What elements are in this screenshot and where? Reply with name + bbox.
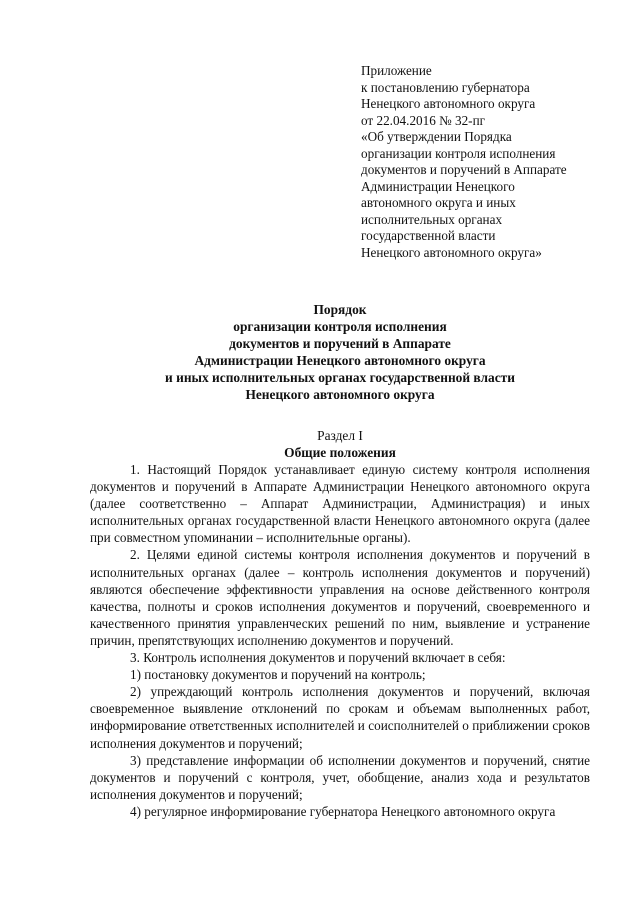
- paragraph: 2. Целями единой системы контроля исполнения документов и поручений в исполнительных органах (далее – контроль исполнения документов и поручений) являются обеспечение эффективности управления на основе действенного контроля качества, полноты и сроков исполнения документов и поручений, своевременного и качественного принятия управленческих решений по ним, выявление и устранение причин, препятствующих исполнению документов и поручений.: [90, 547, 590, 648]
- appendix-line: к постановлению губернатора: [361, 79, 530, 95]
- title-line: документов и поручений в Аппарате: [229, 336, 451, 351]
- list-item: 4) регулярное информирование губернатора Ненецкого автономного округа: [130, 803, 556, 819]
- title-line: Администрации Ненецкого автономного округа: [194, 353, 486, 368]
- appendix-line: «Об утверждении Порядка: [361, 129, 512, 144]
- document-body: [90, 461, 590, 820]
- section-name: Общие положения: [284, 445, 396, 460]
- list-item: 1) постановку документов и поручений на контроль;: [130, 667, 426, 683]
- section-number: Раздел I: [317, 428, 363, 443]
- appendix-line: Ненецкого автономного округа»: [361, 244, 542, 260]
- list-item: 3) представление информации об исполнении документов и поручений, снятие документов и поручений с контроля, учет, обобщение, анализ хода и результатов исполнения документов и поручений;: [90, 752, 590, 802]
- appendix-line: Администрации Ненецкого: [361, 178, 515, 194]
- title-line: и иных исполнительных органах государственной власти: [165, 370, 515, 385]
- appendix-line: документов и поручений в Аппарате: [361, 162, 567, 177]
- document-title: [90, 301, 590, 403]
- list-item: 2) упреждающий контроль исполнения документов и поручений, включая своевременное выявление отклонений по срокам и объемам выполненных работ, информирование ответственных исполнителей и соисполнителей о приближении сроков исполнения документов и поручений;: [90, 684, 590, 751]
- appendix-line: автономного округа и иных: [361, 195, 516, 210]
- appendix-line: исполнительных органах: [361, 211, 503, 227]
- appendix-line: Ненецкого автономного округа: [361, 96, 536, 111]
- section-heading: [90, 427, 590, 461]
- appendix-block: [361, 63, 611, 261]
- appendix-line: от 22.04.2016 № 32-пг: [361, 112, 486, 128]
- paragraph: 3. Контроль исполнения документов и поручений включает в себя:: [130, 650, 506, 666]
- title-line: Ненецкого автономного округа: [245, 387, 435, 402]
- appendix-line: государственной власти: [361, 228, 496, 243]
- title-line: организации контроля исполнения: [233, 319, 447, 334]
- title-line: Порядок: [313, 302, 367, 317]
- appendix-line: организации контроля исполнения: [361, 145, 556, 161]
- paragraph: 1. Настоящий Порядок устанавливает единую систему контроля исполнения документов и поручений в Аппарате Администрации Ненецкого автономного округа (далее соответственно – Аппарат Администрации, Администрация) и иных исполнительных органах государственной власти Ненецкого автономного округа (далее при совместном упоминании – исполнительные органы).: [90, 462, 590, 546]
- appendix-line: Приложение: [361, 63, 432, 78]
